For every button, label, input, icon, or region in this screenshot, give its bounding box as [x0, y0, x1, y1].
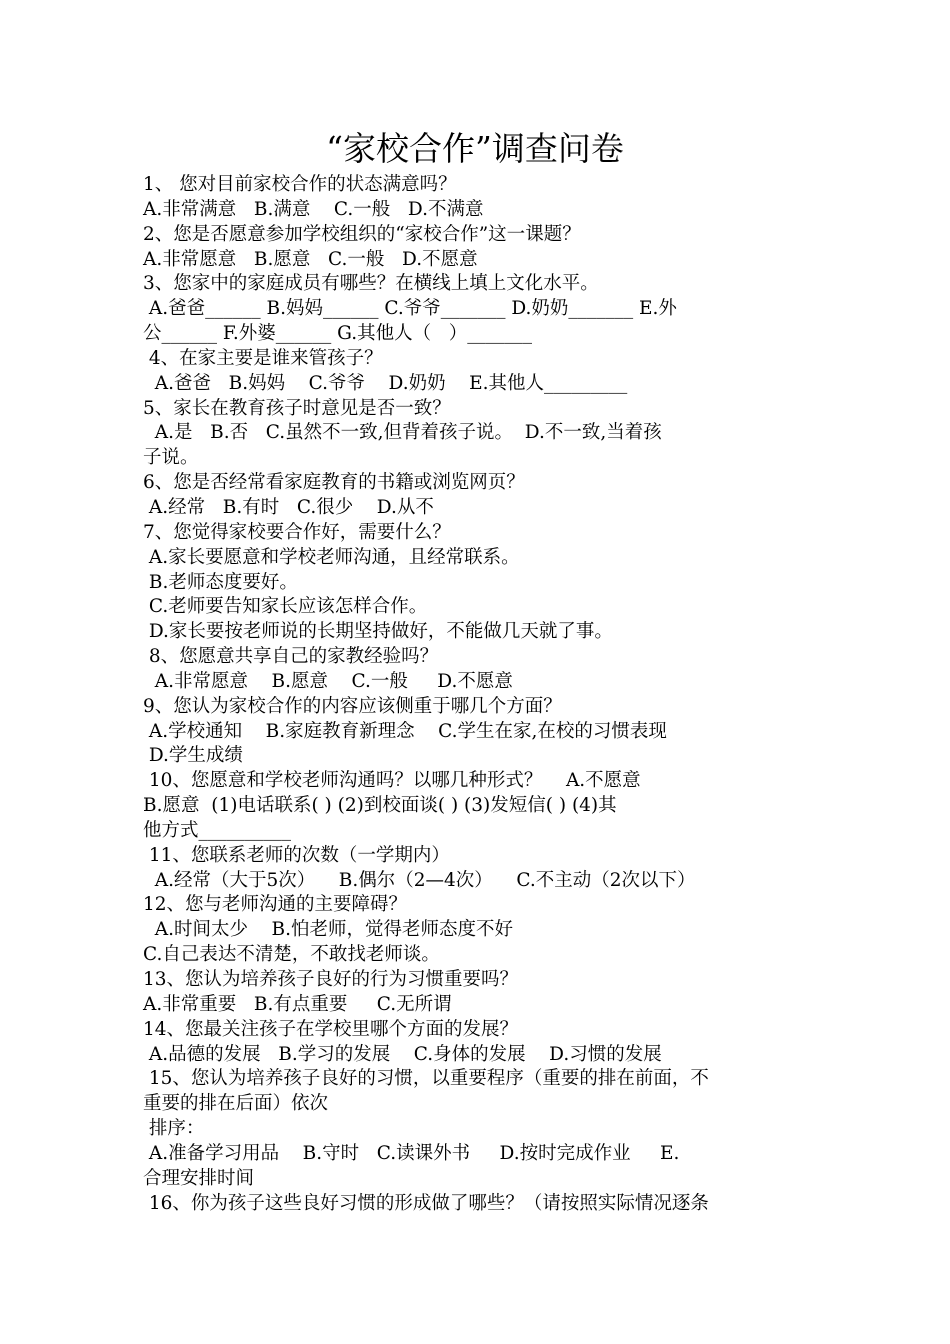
text-line: D.学生成绩: [143, 745, 243, 767]
text-line: A.学校通知 B.家庭教育新理念 C.学生在家,在校的习惯表现: [143, 720, 667, 742]
text-line: 重要的排在后面）依次: [143, 1093, 329, 1115]
text-line: 8、您愿意共享自己的家教经验吗？: [143, 646, 439, 668]
text-line: A.是 B.否 C.虽然不一致,但背着孩子说。 D.不一致,当着孩: [143, 422, 662, 444]
text-line: A.经常（大于5次） B.偶尔（2—4次） C.不主动（2次以下）: [143, 869, 696, 891]
text-line: B.老师态度要好。: [143, 571, 298, 593]
text-line: 排序：: [143, 1118, 205, 1140]
text-line: A.经常 B.有时 C.很少 D.从不: [143, 496, 434, 518]
text-line: C.自己表达不清楚，不敢找老师谈。: [143, 944, 440, 966]
text-line: 15、您认为培养孩子良好的习惯，以重要程序（重要的排在前面，不: [143, 1068, 709, 1090]
text-line: 他方式__________: [143, 819, 292, 841]
text-line: 4、在家主要是谁来管孩子？: [143, 347, 383, 369]
text-line: A.非常愿意 B.愿意 C.一般 D.不愿意: [143, 248, 478, 270]
text-line: 3、您家中的家庭成员有哪些？在横线上填上文化水平。: [143, 273, 599, 295]
text-line: 14、您最关注孩子在学校里哪个方面的发展？: [143, 1018, 519, 1040]
text-line: 5、家长在教育孩子时意见是否一致？: [143, 397, 451, 419]
text-line: 子说。: [143, 447, 199, 469]
text-line: 1、 您对目前家校合作的状态满意吗？: [143, 174, 457, 195]
text-line: A.非常重要 B.有点重要 C.无所谓: [143, 993, 452, 1015]
questionnaire-body: [143, 173, 813, 1216]
text-line: A.家长要愿意和学校老师沟通，且经常联系。: [143, 546, 520, 568]
text-line: A.准备学习用品 B.守时 C.读课外书 D.按时完成作业 E.: [143, 1142, 680, 1164]
text-line: 合理安排时间: [143, 1167, 255, 1189]
text-line: 9、您认为家校合作的内容应该侧重于哪几个方面？: [143, 695, 562, 717]
text-line: A.时间太少 B.怕老师，觉得老师态度不好: [143, 919, 514, 941]
text-line: A.品德的发展 B.学习的发展 C.身体的发展 D.习惯的发展: [143, 1043, 662, 1065]
text-line: 10、您愿意和学校老师沟通吗？以哪几种形式？ A.不愿意: [143, 770, 641, 792]
text-line: 12、您与老师沟通的主要障碍？: [143, 894, 408, 916]
text-line: D.家长要按老师说的长期坚持做好，不能做几天就了事。: [143, 621, 613, 643]
text-line: A.爸爸______ B.妈妈______ C.爷爷_______ D.奶奶_______ E.外: [143, 298, 677, 320]
text-line: 13、您认为培养孩子良好的行为习惯重要吗？: [143, 969, 519, 990]
text-line: 16、你为孩子这些良好习惯的形成做了哪些？（请按照实际情况逐条: [143, 1192, 709, 1214]
text-line: 11、您联系老师的次数（一学期内）: [143, 844, 450, 866]
text-line: 公______ F.外婆______ G.其他人（ ）_______: [143, 323, 532, 345]
text-line: A.非常满意 B.满意 C.一般 D.不满意: [143, 198, 484, 220]
text-line: A.非常愿意 B.愿意 C.一般 D.不愿意: [143, 670, 513, 692]
text-line: C.老师要告知家长应该怎样合作。: [143, 596, 428, 618]
text-line: B.愿意 (1)电话联系( ) (2)到校面谈( ) (3)发短信( ) (4)其: [143, 795, 617, 817]
text-line: 6、您是否经常看家庭教育的书籍或浏览网页？: [143, 472, 525, 494]
text-line: 7、您觉得家校要合作好，需要什么？: [143, 521, 451, 543]
page-title: “家校合作”调查问卷: [326, 129, 624, 168]
text-line: A.爸爸 B.妈妈 C.爷爷 D.奶奶 E.其他人_________: [143, 372, 628, 394]
text-line: 2、您是否愿意参加学校组织的“家校合作”这一课题？: [143, 223, 581, 245]
